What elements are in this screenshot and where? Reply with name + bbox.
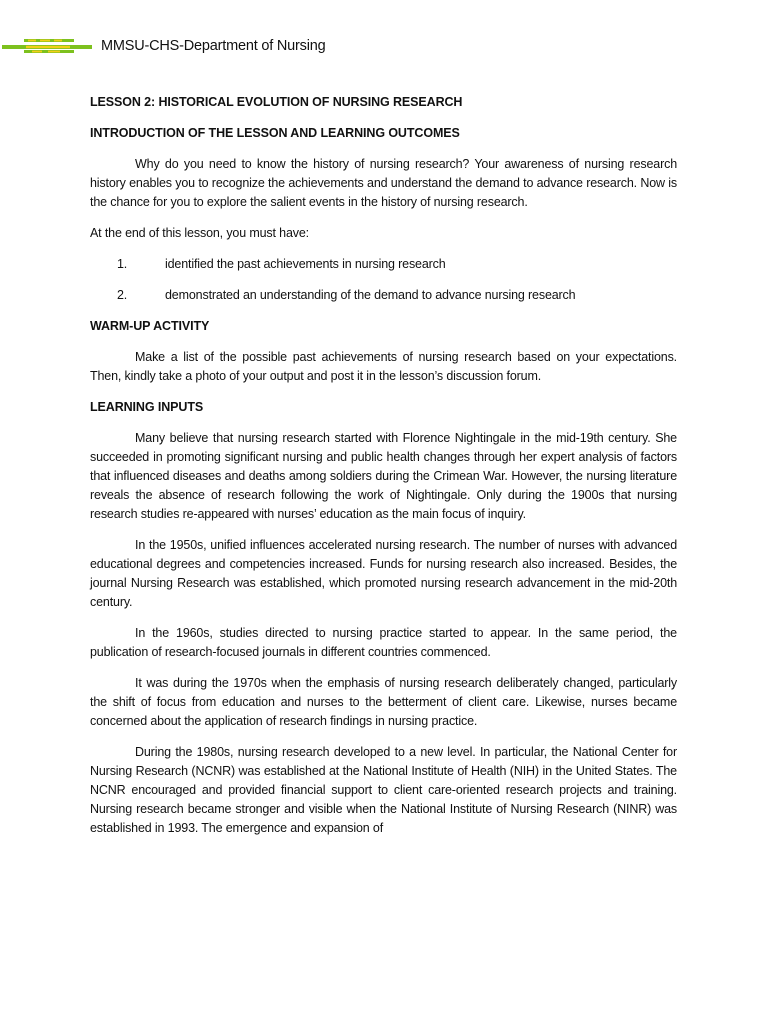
intro-paragraph: Why do you need to know the history of nursing research? Your awareness of nursing research history enables you to recognize the achievements and understand the demand to advance research. Now is the chance for you to explore the salient events in the history of nursing research.	[90, 157, 677, 209]
inputs-paragraph-1950s: In the 1950s, unified influences accelerated nursing research. The number of nurses with advanced educational degrees and competencies increased. Funds for nursing research also increased. Besides, the journal Nursing Research was established, which promoted nursing research advancement in the mid-20th century.	[90, 538, 677, 609]
list-text: identified the past achievements in nursing research	[165, 257, 446, 271]
mmsu-logo-icon	[2, 37, 92, 55]
warmup-paragraph: Make a list of the possible past achievements of nursing research based on your expectations. Then, kindly take a photo of your output and post it in the lesson’s discussion forum.	[90, 350, 677, 383]
outcomes-list	[90, 255, 677, 305]
inputs-paragraph-1970s: It was during the 1970s when the emphasis of nursing research deliberately changed, particularly the shift of focus from education and nurses to the betterment of client care. Likewise, nurses became concerned about the application of research findings in nursing practice.	[90, 676, 677, 728]
lesson-content	[90, 93, 677, 850]
page-header	[0, 34, 768, 60]
lesson-title: LESSON 2: HISTORICAL EVOLUTION OF NURSING RESEARCH	[90, 95, 463, 109]
outcomes-lead: At the end of this lesson, you must have:	[90, 226, 309, 240]
list-item	[90, 286, 677, 305]
inputs-heading: LEARNING INPUTS	[90, 400, 204, 414]
intro-heading: INTRODUCTION OF THE LESSON AND LEARNING OUTCOMES	[90, 126, 460, 140]
list-item	[90, 255, 677, 274]
list-number: 2.	[117, 288, 128, 302]
warmup-heading: WARM-UP ACTIVITY	[90, 319, 210, 333]
inputs-paragraph-1960s: In the 1960s, studies directed to nursing practice started to appear. In the same period, the publication of research-focused journals in different countries commenced.	[90, 626, 677, 659]
list-text: demonstrated an understanding of the demand to advance nursing research	[165, 288, 576, 302]
inputs-paragraph-nightingale: Many believe that nursing research started with Florence Nightingale in the mid-19th century. She succeeded in promoting significant nursing and public health changes through her expert analysis of factors that influenced diseases and deaths among soldiers during the Crimean War. However, the nursing literature reveals the absence of research following the work of Nightingale. Only during the 1900s that nursing research studies re-appeared with nurses’ education as the main focus of inquiry.	[90, 431, 677, 521]
department-title: MMSU-CHS-Department of Nursing	[101, 38, 326, 54]
list-number: 1.	[117, 257, 128, 271]
inputs-paragraph-1980s: During the 1980s, nursing research developed to a new level. In particular, the National Center for Nursing Research (NCNR) was established at the National Institute of Health (NIH) in the United States. The NCNR encouraged and provided financial support to client care-oriented research projects and training. Nursing research became stronger and visible when the National Institute of Nursing Research (NINR) was established in 1993. The emergence and expansion of	[90, 745, 677, 835]
